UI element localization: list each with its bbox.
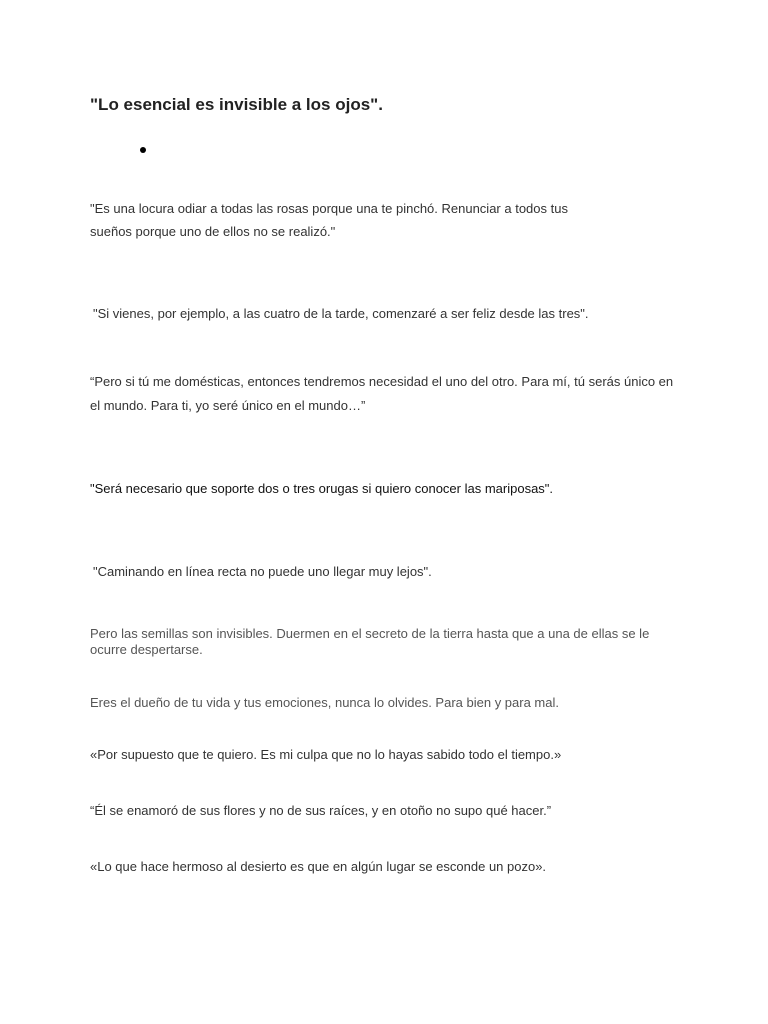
bullet-dot-icon: [140, 147, 146, 153]
quote-rosas: "Es una locura odiar a todas las rosas porque una te pinchó. Renunciar a todos tus sueños porque uno de ellos no se realizó.": [90, 201, 568, 239]
list-item: [140, 147, 146, 153]
quote-dueno-de-tu-vida: Eres el dueño de tu vida y tus emociones, nunca lo olvides. Para bien y para mal.: [90, 695, 559, 710]
page-title: "Lo esencial es invisible a los ojos".: [90, 95, 383, 114]
bullet-list: [140, 140, 146, 153]
quote-te-quiero: «Por supuesto que te quiero. Es mi culpa que no lo hayas sabido todo el tiempo.»: [90, 747, 562, 762]
quote-orugas: "Será necesario que soporte dos o tres orugas si quiero conocer las mariposas".: [90, 481, 554, 496]
quote-desierto-pozo: «Lo que hace hermoso al desierto es que en algún lugar se esconde un pozo».: [90, 859, 547, 874]
quote-cuatro-de-la-tarde: "Si vienes, por ejemplo, a las cuatro de la tarde, comenzaré a ser feliz desde las tres".: [93, 306, 589, 321]
quote-semillas: Pero las semillas son invisibles. Duermen en el secreto de la tierra hasta que a una de ellas se le ocurre despertarse.: [90, 626, 650, 657]
quote-flores-raices: “Él se enamoró de sus flores y no de sus raíces, y en otoño no supo qué hacer.”: [90, 803, 552, 818]
quote-linea-recta: "Caminando en línea recta no puede uno llegar muy lejos".: [93, 564, 432, 579]
quote-domesticas: “Pero si tú me domésticas, entonces tendremos necesidad el uno del otro. Para mí, tú serás único en el mundo. Para ti, yo seré único en el mundo…”: [90, 374, 674, 413]
